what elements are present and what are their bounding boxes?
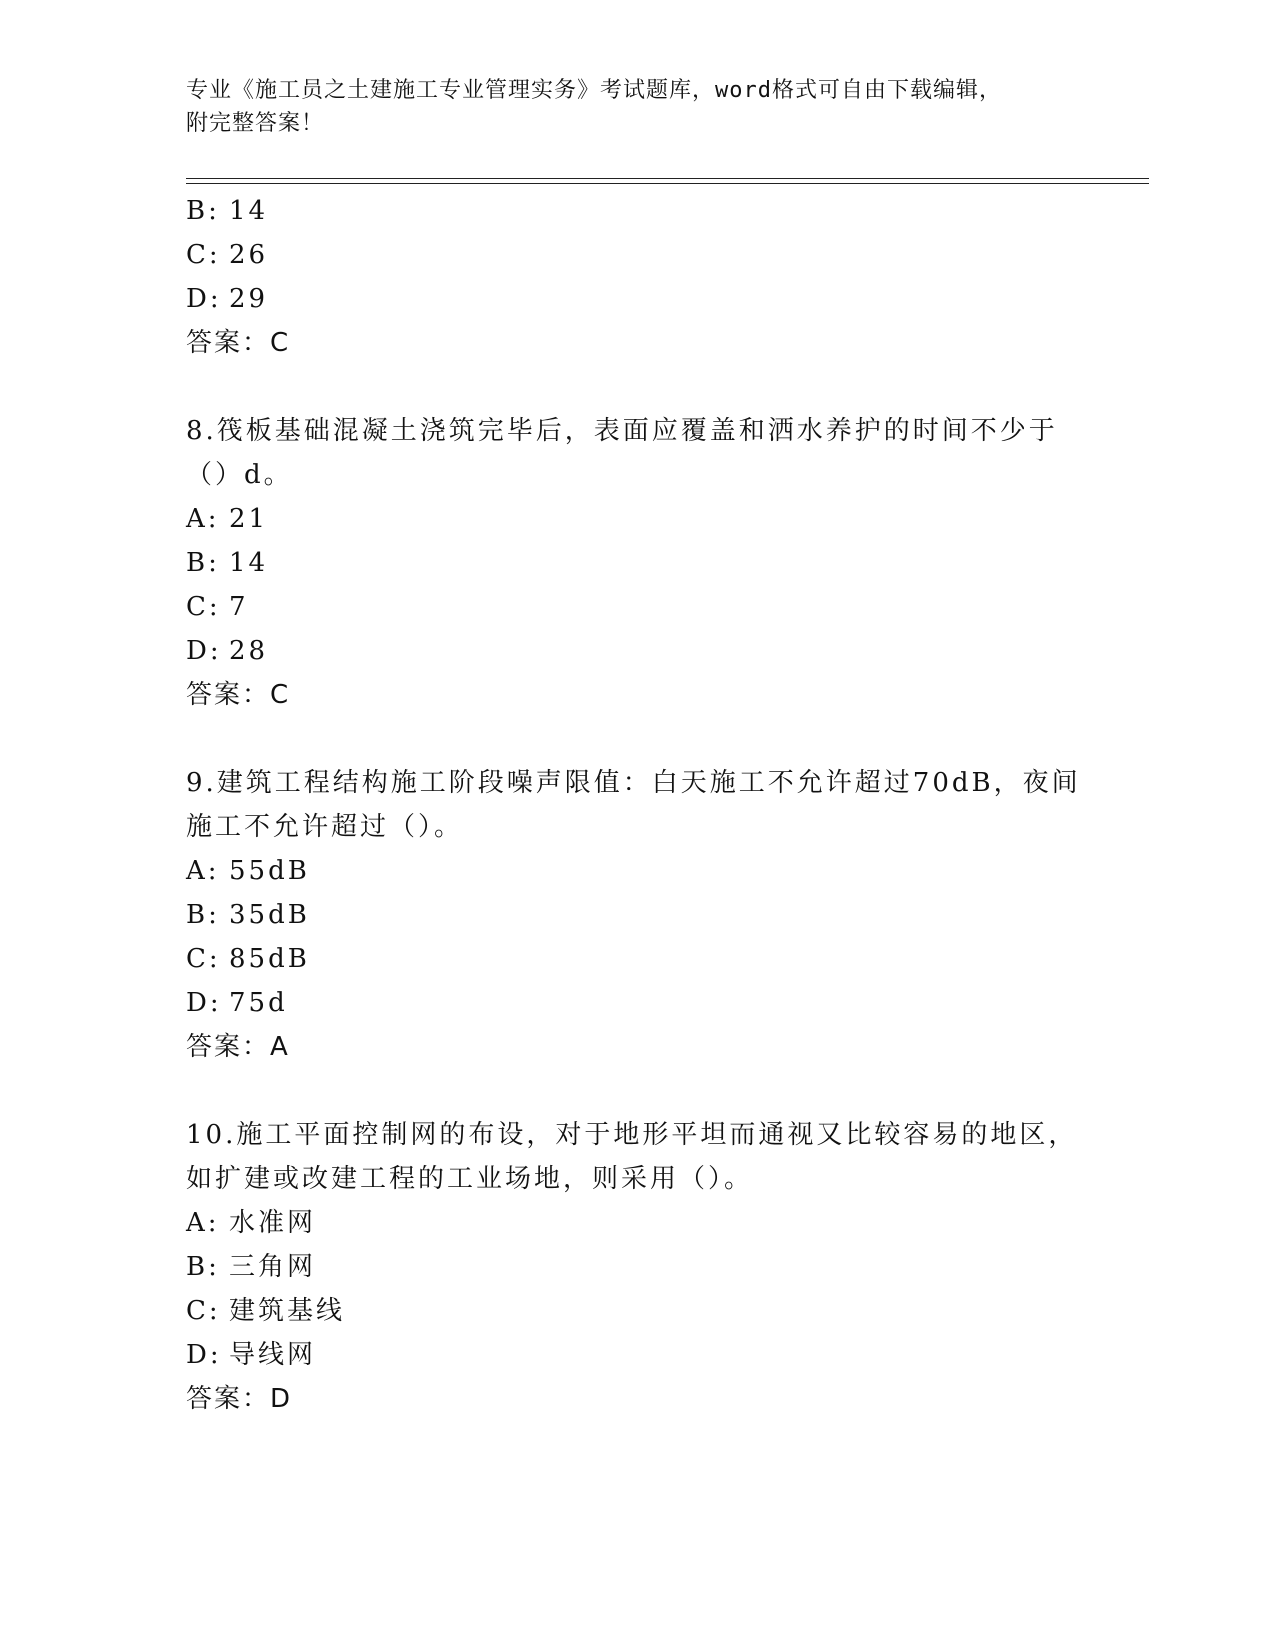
answer-line: 答案：C <box>186 328 291 358</box>
option-text: 28 <box>229 636 269 666</box>
header-divider-top <box>186 178 1149 179</box>
option-text: 导线网 <box>229 1340 317 1370</box>
option-a <box>186 856 310 886</box>
question-stem-continued: （）d。 <box>186 460 293 490</box>
question-stem: 8.筏板基础混凝土浇筑完毕后，表面应覆盖和洒水养护的时间不少于 <box>186 416 1058 446</box>
option-label: B: <box>186 1252 220 1282</box>
answer-line: 答案：D <box>186 1384 293 1414</box>
option-label: D: <box>186 284 222 314</box>
option-text: 14 <box>229 548 269 578</box>
option-b <box>186 900 310 930</box>
option-label: D: <box>186 988 222 1018</box>
option-label: B: <box>186 900 220 930</box>
option-text: 21 <box>229 504 269 534</box>
option-text: 55dB <box>229 856 310 886</box>
option-text: 26 <box>229 240 269 270</box>
option-b <box>186 1252 316 1282</box>
header-divider-bottom <box>186 183 1149 184</box>
option-text: 三角网 <box>229 1252 317 1282</box>
option-label: A: <box>186 856 220 886</box>
option-label: C: <box>186 944 221 974</box>
option-label: A: <box>186 1208 220 1238</box>
option-d <box>186 1340 316 1370</box>
header-subtitle-line: 附完整答案！ <box>186 111 325 136</box>
question-stem: 10.施工平面控制网的布设，对于地形平坦而通视又比较容易的地区， <box>186 1120 1078 1150</box>
option-d <box>186 988 288 1018</box>
option-label: C: <box>186 1296 221 1326</box>
question-stem: 9.建筑工程结构施工阶段噪声限值：白天施工不允许超过70dB，夜间 <box>186 768 1081 798</box>
option-text: 14 <box>229 196 269 226</box>
question-stem-continued: 施工不允许超过（）。 <box>186 812 464 842</box>
option-label: B: <box>186 548 220 578</box>
option-text: 7 <box>229 592 249 622</box>
answer-line: 答案：C <box>186 680 291 710</box>
option-c <box>186 240 268 270</box>
answer-line: 答案：A <box>186 1032 290 1062</box>
document-header <box>186 74 1066 140</box>
option-label: A: <box>186 504 220 534</box>
option-text: 85dB <box>229 944 310 974</box>
option-text: 75d <box>229 988 288 1018</box>
option-text: 水准网 <box>229 1208 317 1238</box>
option-c <box>186 592 249 622</box>
header-title-line: 专业《施工员之土建施工专业管理实务》考试题库，word格式可自由下载编辑， <box>186 78 1002 103</box>
option-label: D: <box>186 636 222 666</box>
option-b <box>186 196 268 226</box>
question-stem-continued: 如扩建或改建工程的工业场地，则采用（）。 <box>186 1164 754 1194</box>
option-c <box>186 944 310 974</box>
option-text: 建筑基线 <box>229 1296 346 1326</box>
option-c <box>186 1296 345 1326</box>
option-b <box>186 548 268 578</box>
option-text: 35dB <box>229 900 310 930</box>
option-d <box>186 636 268 666</box>
option-text: 29 <box>229 284 269 314</box>
option-label: B: <box>186 196 220 226</box>
option-a <box>186 1208 316 1238</box>
option-d <box>186 284 268 314</box>
option-label: C: <box>186 592 221 622</box>
option-label: C: <box>186 240 221 270</box>
option-a <box>186 504 268 534</box>
option-label: D: <box>186 1340 222 1370</box>
